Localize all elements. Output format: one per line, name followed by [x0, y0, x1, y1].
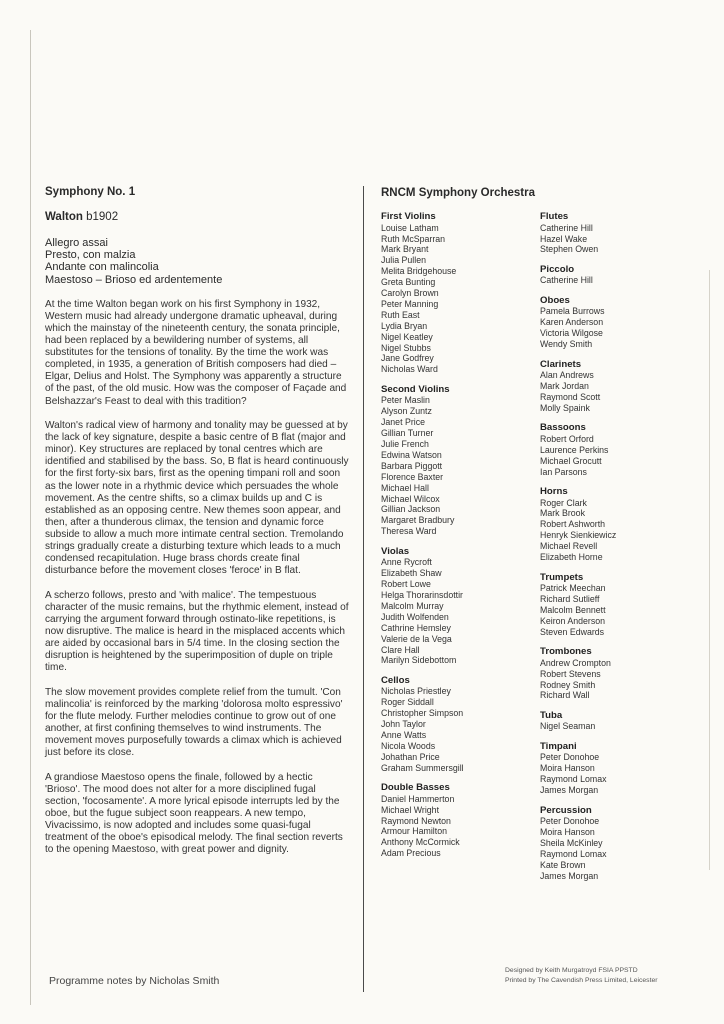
musician-name: Robert Ashworth [540, 519, 606, 530]
musician-name: Stephen Owen [540, 244, 599, 255]
musician-name: Nicholas Priestley [381, 686, 451, 697]
orchestra-section [540, 805, 690, 882]
musician-name: Jane Godfrey [381, 353, 434, 364]
musician-name: Janet Price [381, 417, 426, 428]
musician-name: Alyson Zuntz [381, 406, 432, 417]
movement-1: Allegro assai [45, 237, 108, 249]
musician-name: Catherine Hill [540, 275, 593, 286]
musician-name: Daniel Hammerton [381, 793, 455, 804]
section-heading: First Violins [381, 211, 436, 222]
musician-name: Roger Siddall [381, 697, 434, 708]
column-divider [363, 186, 364, 992]
musician-name: Roger Clark [540, 497, 587, 508]
musician-name: Carolyn Brown [381, 288, 439, 299]
musician-name: Greta Bunting [381, 277, 436, 288]
section-heading: Trombones [540, 646, 592, 658]
piece-title: Symphony No. 1 [45, 186, 136, 198]
musician-name: Louise Latham [381, 222, 439, 233]
section-heading: Piccolo [540, 263, 575, 275]
section-heading: Timpani [540, 740, 577, 752]
orchestra-section [540, 710, 690, 733]
notes-paragraph: The slow movement provides complete relief from the tumult. 'Con malincolia' is reinforced by the marking 'dolorosa molto espressivo' for the flute melody. Further melodies continue to grow out of one another, at first confining themselves to wind instruments. The movement moves purposefully towards a climax which is achieved just before its close. [45, 686, 343, 759]
orchestra-section [540, 359, 690, 414]
section-heading: Cellos [381, 674, 410, 686]
musician-name: Julia Pullen [381, 255, 426, 266]
musician-name: Moira Hanson [540, 763, 595, 774]
section-heading: Tuba [540, 709, 563, 721]
composer-dates: b1902 [86, 211, 119, 223]
section-heading: Trumpets [540, 571, 584, 583]
section-heading: Horns [540, 485, 568, 497]
musician-name: Molly Spaink [540, 402, 590, 413]
movement-3: Andante con malincolia [45, 261, 159, 274]
composer-name: Walton [45, 211, 83, 223]
musician-name: Karen Anderson [540, 317, 604, 328]
musician-name: Steven Edwards [540, 626, 605, 637]
musician-name: Lydia Bryan [381, 320, 428, 331]
notes-paragraph: A scherzo follows, presto and 'with malice'. The tempestuous character of the music remains, but the rhythmic element, instead of carrying the argument forward through ostinato-like repetitions, is now disruptive. The malice is heard in the misplaced accents which are aided by occasional bars in 5/4 time. In the closing section the disruption is heightened by the superimposition of duple on triple time. [45, 589, 349, 674]
musician-name: James Morgan [540, 870, 599, 881]
orchestra-column-strings [381, 211, 531, 859]
orchestra-section [540, 646, 690, 701]
musician-name: Sheila McKinley [540, 837, 603, 848]
musician-name: Ian Parsons [540, 466, 587, 477]
orchestra-section [381, 211, 531, 375]
musician-name: Robert Orford [540, 433, 594, 444]
orchestra-section [381, 546, 531, 667]
musician-name: Christopher Simpson [381, 708, 464, 719]
section-heading: Violas [381, 545, 410, 557]
musician-name: Catherine Hill [540, 222, 593, 233]
section-heading: Oboes [540, 294, 570, 306]
programme-notes [45, 186, 350, 856]
notes-paragraph: A grandiose Maestoso opens the finale, followed by a hectic 'Brioso'. The mood does not alter for a more disciplined fugal section, 'focosamente'. A more lyrical episode interrupts led by the oboe, but the fugue subject soon reappears. A new tempo, Vivacissimo, is now adopted and includes some quasi-fugal treatment of the oboe's episodical melody. The final section reverts to the opening Maestoso, with great power and dignity. [45, 771, 343, 856]
musician-name: Anne Rycroft [381, 557, 432, 568]
musician-name: Hazel Wake [540, 233, 588, 244]
orchestra-section [540, 295, 690, 350]
musician-name: Adam Precious [381, 848, 441, 859]
musician-name: Wendy Smith [540, 339, 593, 350]
musician-name: Gillian Turner [381, 428, 434, 439]
musician-name: Theresa Ward [381, 526, 437, 537]
composer-line [45, 211, 350, 223]
musician-name: Raymond Newton [381, 815, 451, 826]
musician-name: Michael Wilcox [381, 493, 440, 504]
section-heading: Bassoons [540, 422, 586, 434]
musician-name: Armour Hamilton [381, 826, 447, 837]
musician-name: Nigel Seaman [540, 721, 596, 732]
musician-name: Malcolm Bennett [540, 604, 606, 615]
orchestra-section [540, 211, 690, 255]
musician-name: Michael Revell [540, 541, 598, 552]
musician-name: Anthony McCormick [381, 837, 460, 848]
notes-body [45, 299, 350, 857]
musician-name: Helga Thorarinsdottir [381, 589, 463, 600]
orchestra-column-winds-brass-percussion [540, 211, 690, 882]
movement-2: Presto, con malzia [45, 249, 136, 262]
musician-name: Gillian Jackson [381, 504, 441, 515]
musician-name: Michael Wright [381, 804, 440, 815]
section-heading: Clarinets [540, 358, 582, 370]
musician-name: John Taylor [381, 719, 426, 730]
notes-credit: Programme notes by Nicholas Smith [49, 975, 220, 987]
musician-name: Edwina Watson [381, 449, 442, 460]
musician-name: Graham Summersgill [381, 762, 464, 773]
notes-paragraph: Walton's radical view of harmony and tonality may be guessed at by the lack of key signature, despite a basic centre of B flat (major and minor). Key structures are replaced by tonal centres which are identified and stabilised by the bass. So, B flat is heard continuously for the first forty-six bars, first as the opening timpani roll and soon as the lower note in a rhythmic device which persuades the whole movement. As the centre shifts, so a climax builds up and C is established as an opposing centre. New themes soon appear, and then, after a thunderous climax, the tension and dynamic force subside to allow a much more intimate central section. Tremolando strings gradually create a disturbing texture which leads to a much condensed recapitulation. Huge brass chords create final disturbance before the movement closes 'feroce' in B flat. [45, 420, 349, 577]
musician-name: Elizabeth Shaw [381, 568, 442, 579]
page-edge-right [709, 270, 710, 870]
musician-name: Nicola Woods [381, 740, 436, 751]
orchestra-title: RNCM Symphony Orchestra [381, 187, 536, 199]
musician-name: Andrew Crompton [540, 657, 611, 668]
section-heading: Double Basses [381, 782, 450, 794]
musician-name: Moira Hanson [540, 827, 595, 838]
page-edge-left [30, 30, 31, 1005]
musician-name: Richard Wall [540, 690, 590, 701]
musician-name: James Morgan [540, 785, 599, 796]
musician-name: Mark Jordan [540, 381, 589, 392]
orchestra-section [540, 264, 690, 287]
musician-name: Nicholas Ward [381, 364, 438, 375]
musician-name: Ruth McSparran [381, 233, 446, 244]
notes-paragraph: At the time Walton began work on his first Symphony in 1932, Western music had already undergone dramatic upheaval, during which the mainstay of the nineteenth century, the sonata principle, had been replaced by a bewildering number of systems, all substitutes for the tensions of tonality. By the time the work was completed, in 1935, a generation of British composers had died – Elgar, Delius and Holst. The Symphony was apparently a structure of the past, of the old music. How was the composer of Façade and Belshazzar's Feast to deal with this tradition? [45, 298, 347, 407]
musician-name: Peter Donohoe [540, 752, 600, 763]
musician-name: Johathan Price [381, 751, 440, 762]
orchestra-section [540, 741, 690, 796]
musician-name: Florence Baxter [381, 471, 444, 482]
musician-name: Kate Brown [540, 859, 586, 870]
musician-name: Ruth East [381, 309, 420, 320]
musician-name: Nigel Keatley [381, 331, 433, 342]
designer-credit: Designed by Keith Murgatroyd FSIA PPSTD [505, 967, 638, 974]
musician-name: Valerie de la Vega [381, 633, 452, 644]
musician-name: Raymond Scott [540, 391, 601, 402]
musician-name: Barbara Piggott [381, 460, 443, 471]
musician-name: Alan Andrews [540, 370, 594, 381]
musician-name: Victoria Wilgose [540, 328, 603, 339]
musician-name: Margaret Bradbury [381, 515, 455, 526]
musician-name: Rodney Smith [540, 679, 596, 690]
orchestra-section [540, 422, 690, 477]
movement-4: Maestoso – Brioso ed ardentemente [45, 273, 223, 286]
musician-name: Cathrine Hemsley [381, 622, 451, 633]
movement-list [45, 237, 350, 286]
musician-name: Michael Grocutt [540, 455, 602, 466]
section-heading: Second Violins [381, 383, 450, 395]
musician-name: Julie French [381, 439, 429, 449]
musician-name: Nigel Stubbs [381, 342, 431, 353]
musician-name: Keiron Anderson [540, 615, 606, 626]
musician-name: Patrick Meechan [540, 583, 606, 594]
musician-name: Robert Stevens [540, 668, 601, 679]
section-heading: Flutes [540, 211, 569, 222]
printer-credit: Printed by The Cavendish Press Limited, Leicester [505, 977, 658, 984]
musician-name: Robert Lowe [381, 579, 431, 590]
musician-name: Richard Sutlieff [540, 594, 600, 604]
orchestra-section [381, 384, 531, 537]
musician-name: Henryk Sienkiewicz [540, 530, 617, 541]
musician-name: Michael Hall [381, 482, 429, 493]
musician-name: Laurence Perkins [540, 444, 609, 455]
musician-name: Judith Wolfenden [381, 611, 449, 622]
musician-name: Mark Brook [540, 508, 585, 519]
musician-name: Peter Donohoe [540, 816, 600, 827]
musician-name: Marilyn Sidebottom [381, 655, 457, 666]
musician-name: Melita Bridgehouse [381, 266, 457, 277]
musician-name: Malcolm Murray [381, 600, 444, 611]
orchestra-section [540, 486, 690, 563]
musician-name: Anne Watts [381, 730, 427, 741]
musician-name: Mark Bryant [381, 244, 429, 255]
musician-name: Pamela Burrows [540, 306, 605, 317]
musician-name: Raymond Lomax [540, 774, 607, 785]
musician-name: Raymond Lomax [540, 848, 607, 859]
orchestra-section [540, 572, 690, 638]
musician-name: Elizabeth Horne [540, 552, 603, 563]
musician-name: Clare Hall [381, 644, 420, 655]
musician-name: Peter Manning [381, 298, 439, 309]
orchestra-section [381, 782, 531, 859]
orchestra-section [381, 675, 531, 774]
print-credits [505, 966, 658, 986]
musician-name: Peter Maslin [381, 395, 430, 406]
section-heading: Percussion [540, 804, 592, 816]
